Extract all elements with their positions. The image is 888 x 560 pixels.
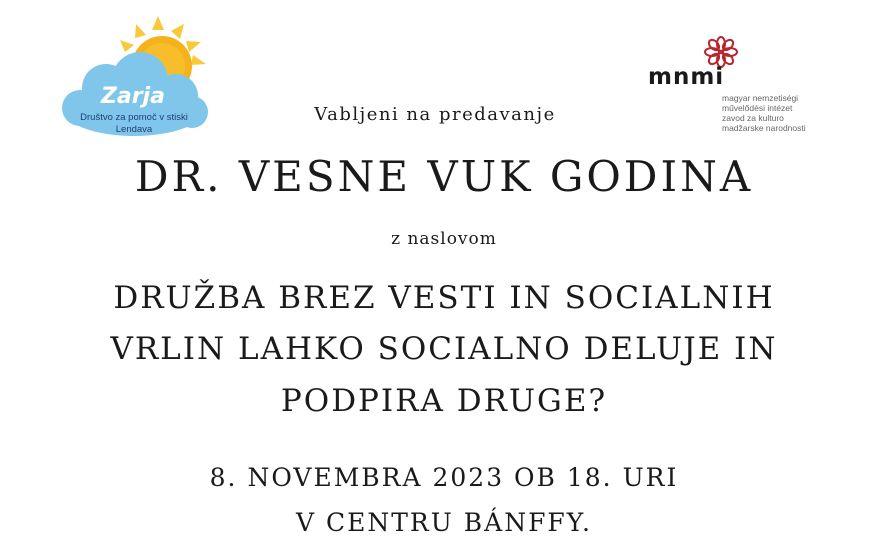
event-venue: V CENTRU BÁNFFY. xyxy=(296,508,592,537)
lecture-title-line-3: PODPIRA DRUGE? xyxy=(280,383,608,419)
lecture-title-line-2: VRLIN LAHKO SOCIALNO DELUJE IN xyxy=(110,331,778,367)
zarja-location: Lendava xyxy=(115,124,153,135)
mnmi-line-3: zavod za kulturo xyxy=(722,113,784,123)
event-date: 8. NOVEMBRA 2023 OB 18. URI xyxy=(209,463,679,492)
mnmi-logo xyxy=(648,36,818,140)
zarja-subtitle: Društvo za pomoč v stiski xyxy=(80,112,188,123)
mnmi-line-1: magyar nemzetiségi xyxy=(722,93,799,103)
mnmi-line-4: madžarske narodnosti xyxy=(722,123,806,133)
lecture-title-line-1: DRUŽBA BREZ VESTI IN SOCIALNIH xyxy=(113,280,775,316)
mnmi-wordmark: mnmi xyxy=(648,64,725,90)
mnmi-line-2: művelődési intézet xyxy=(722,103,793,113)
zarja-name: Zarja xyxy=(100,84,166,109)
with-title-text: z naslovom xyxy=(391,229,497,249)
speaker-name: DR. VESNE VUK GODINA xyxy=(134,152,754,201)
zarja-logo xyxy=(58,12,210,140)
invitation-text: Vabljeni na predavanje xyxy=(314,104,556,125)
